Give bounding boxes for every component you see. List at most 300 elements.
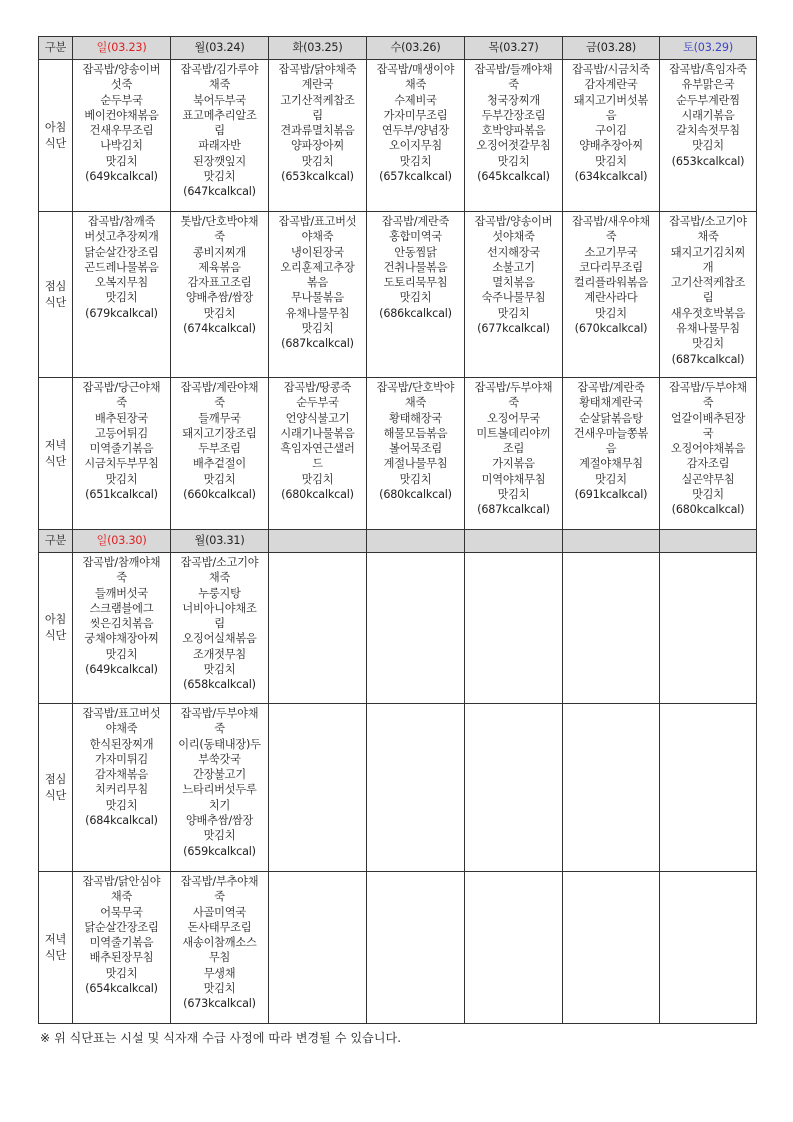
menu-line: 맛김치 (105, 966, 138, 980)
menu-line: 얼갈이배추된장 (670, 411, 746, 425)
menu-line: 맛김치 (203, 170, 236, 184)
menu-cell (563, 378, 660, 530)
menu-line: 선지해장국 (486, 245, 541, 259)
menu-line: 감자채볶음 (94, 768, 149, 782)
menu-line: 잡곡밥/표고버섯 (82, 707, 161, 720)
menu-cell (465, 212, 563, 378)
menu-line: 오징어실채볶음 (182, 632, 257, 646)
menu-line: 채죽 (208, 571, 231, 585)
menu-line: 고기산적케찹조 (280, 93, 355, 107)
menu-cell (269, 872, 367, 1024)
menu-line: 너비아니야채조 (182, 601, 257, 615)
menu-line: 드 (312, 457, 323, 471)
menu-line: (634kcalkcal) (574, 170, 648, 184)
menu-line: 맛김치 (203, 472, 236, 486)
menu-line: 소불고기 (492, 260, 535, 274)
menu-line: 잡곡밥/소고기야 (669, 215, 747, 228)
menu-line: 이리(동태내장)두 (178, 737, 261, 751)
menu-line: 아침 (44, 120, 67, 134)
menu-line: 잡곡밥/부추야채 (180, 875, 259, 888)
menu-line: 맛김치 (692, 488, 724, 502)
day-header (367, 530, 465, 553)
menu-line: 한식된장찌개 (89, 737, 154, 751)
menu-line: 맛김치 (692, 337, 724, 351)
menu-line: 미역야채무침 (481, 472, 546, 486)
header-row-week-1 (39, 37, 757, 60)
menu-cell (367, 553, 465, 704)
menu-line: 림 (702, 291, 714, 305)
menu-line: 야채죽 (105, 722, 138, 736)
menu-line: (660kcalkcal) (183, 488, 256, 502)
day-header (563, 530, 660, 553)
day-header: 목(03.27) (465, 37, 563, 60)
menu-line: 식단 (44, 295, 67, 309)
menu-line: 맛김치 (301, 472, 334, 486)
lunch-row (39, 704, 757, 872)
menu-line: 맛김치 (105, 291, 138, 305)
menu-cell (367, 212, 465, 378)
menu-line: 맛김치 (203, 306, 236, 320)
footnote: ※ 위 식단표는 시설 및 식자재 수급 사정에 따라 변경될 수 있습니다. (40, 1031, 402, 1045)
dinner-label (39, 872, 73, 1024)
breakfast-row (39, 553, 757, 704)
menu-cell (269, 704, 367, 872)
menu-line: 죽 (508, 78, 519, 92)
day-header: 일(03.23) (73, 37, 171, 60)
menu-table-body (39, 37, 757, 1024)
menu-line: 누룽지탕 (198, 586, 241, 600)
menu-cell (171, 872, 269, 1024)
menu-line: 유부맑은국 (681, 78, 735, 92)
menu-line: 잡곡밥/닭안심야 (82, 875, 161, 888)
menu-line: 컬리플라워볶음 (573, 276, 649, 290)
menu-line: 소고기무국 (584, 245, 638, 259)
menu-line: 아침 (44, 613, 67, 626)
menu-line: 죽 (605, 230, 617, 244)
menu-line: 들깨버섯국 (94, 586, 149, 600)
menu-line: 오징어야채볶음 (670, 442, 746, 456)
menu-cell (465, 60, 563, 212)
menu-line: 홍합미역국 (388, 230, 443, 244)
menu-line: (657kcalkcal) (379, 170, 452, 184)
menu-line: 해물모듬볶음 (383, 426, 448, 440)
menu-cell (73, 378, 171, 530)
menu-line: (680kcalkcal) (379, 488, 452, 502)
menu-line: 잡곡밥/들깨야채 (474, 63, 553, 76)
menu-cell (171, 60, 269, 212)
menu-line: 식단 (44, 136, 67, 150)
menu-cell (563, 60, 660, 212)
menu-line: 맛김치 (203, 829, 236, 843)
menu-line: 맛김치 (105, 647, 138, 661)
menu-line: (691kcalkcal) (574, 488, 648, 502)
menu-line: 식단 (44, 629, 67, 642)
menu-line: 순두부계란찜 (676, 93, 740, 107)
menu-line: 돼지고기장조림 (182, 426, 257, 440)
menu-cell (73, 212, 171, 378)
menu-line: 돈사태무조림 (187, 920, 252, 934)
menu-cell (660, 378, 757, 530)
menu-line: (680kcalkcal) (281, 488, 354, 502)
menu-line: 잡곡밥/시금치죽 (572, 63, 650, 76)
menu-line: 치기 (208, 798, 231, 812)
menu-cell (269, 553, 367, 704)
menu-line: 돼지고기버섯볶 (573, 93, 649, 107)
menu-line: 무침 (208, 951, 231, 965)
menu-line: 개 (702, 260, 714, 274)
menu-line: 치커리무침 (94, 783, 149, 797)
menu-line: 씻은김치볶음 (89, 617, 154, 631)
menu-line: 조개젓무침 (192, 647, 247, 661)
day-header: 수(03.26) (367, 37, 465, 60)
menu-line: 베이컨야채볶음 (84, 108, 159, 122)
menu-cell (367, 60, 465, 212)
menu-line: 잡곡밥/닭야채죽 (278, 63, 357, 76)
menu-line: 건새우마늘쫑볶 (573, 426, 649, 440)
menu-line: 잡곡밥/당근야채 (82, 381, 161, 394)
menu-cell (563, 212, 660, 378)
menu-line: 식단 (44, 788, 67, 802)
menu-line: 잡곡밥/새우야채 (572, 215, 650, 228)
menu-line: 잡곡밥/두부야채 (180, 707, 259, 720)
menu-line: 숙주나물무침 (481, 291, 546, 305)
menu-line: 식단 (44, 948, 67, 962)
menu-line: 잡곡밥/계란야채 (180, 381, 259, 394)
menu-line: 국 (702, 426, 714, 440)
menu-line: (680kcalkcal) (671, 503, 745, 517)
menu-line: 볼어묵조림 (388, 442, 443, 456)
menu-line: 언양식불고기 (285, 411, 350, 425)
menu-line: 맛김치 (399, 291, 432, 305)
menu-line: 음 (605, 442, 617, 456)
menu-line: 점심 (44, 279, 67, 293)
menu-line: 오징어젓갈무침 (476, 139, 551, 153)
menu-line: 두부조림 (198, 442, 241, 456)
menu-line: 곤드레나물볶음 (84, 260, 159, 274)
menu-line: 맛김치 (203, 982, 236, 996)
menu-line: 맛김치 (497, 154, 530, 168)
menu-line: (670kcalkcal) (574, 322, 648, 336)
menu-line: 부쑥갓국 (198, 752, 241, 766)
menu-line: 황태해장국 (388, 411, 443, 425)
menu-cell (465, 872, 563, 1024)
menu-line: 맛김치 (105, 472, 138, 486)
menu-line: 감자계란국 (584, 78, 638, 92)
menu-line: 죽 (214, 396, 225, 410)
menu-line: 잡곡밥/계란죽 (577, 381, 645, 394)
menu-line: (686kcalkcal) (379, 306, 452, 320)
menu-line: (651kcalkcal) (85, 488, 158, 502)
menu-line: 맛김치 (105, 154, 138, 168)
menu-line: 잡곡밥/흑임자죽 (669, 63, 747, 76)
menu-cell (73, 60, 171, 212)
menu-line: 북어두부국 (192, 93, 247, 107)
dinner-row (39, 872, 757, 1024)
dinner-row (39, 378, 757, 530)
menu-line: 연두부/양념장 (381, 124, 450, 138)
menu-cell (171, 553, 269, 704)
menu-line: 된장깻잎지 (192, 154, 247, 168)
menu-line: 죽 (214, 230, 225, 244)
menu-line: 양파장아찌 (290, 139, 345, 153)
menu-line: 미역줄기볶음 (89, 442, 154, 456)
menu-line: 고기산적케찹조 (670, 276, 746, 290)
menu-line: 무나물볶음 (290, 291, 345, 305)
menu-cell (367, 872, 465, 1024)
menu-line: 배추된장무침 (89, 951, 154, 965)
menu-cell (269, 212, 367, 378)
menu-line: (679kcalkcal) (85, 306, 158, 320)
menu-line: 미역줄기볶음 (89, 936, 154, 950)
menu-line: 느타리버섯두루 (182, 783, 257, 797)
day-header (465, 530, 563, 553)
menu-cell (171, 212, 269, 378)
menu-line: 맛김치 (692, 139, 724, 153)
menu-line: 오이지무침 (388, 139, 443, 153)
menu-line: 양배추쌈/쌈장 (185, 291, 254, 305)
menu-line: 순두부국 (296, 396, 339, 410)
menu-line: 감자표고조림 (187, 276, 252, 290)
menu-line: (677kcalkcal) (477, 322, 550, 336)
menu-line: 건새우무조림 (89, 124, 154, 138)
menu-cell (660, 212, 757, 378)
menu-cell (269, 378, 367, 530)
lunch-row (39, 212, 757, 378)
menu-line: 잡곡밥/김가루야 (180, 63, 259, 76)
menu-cell (73, 704, 171, 872)
menu-line: 림 (214, 617, 225, 631)
menu-line: 채죽 (697, 230, 719, 244)
day-header: 화(03.25) (269, 37, 367, 60)
menu-line: 새우젓호박볶음 (670, 306, 746, 320)
menu-line: 저녁 (44, 438, 67, 452)
menu-line: 맛김치 (399, 154, 432, 168)
menu-line: 잡곡밥/두부야채 (669, 381, 747, 394)
menu-line: 점심 (44, 772, 67, 786)
day-header: 일(03.30) (73, 530, 171, 553)
menu-line: 잡곡밥/단호박야 (376, 381, 455, 394)
menu-line: 도토리묵무침 (383, 276, 448, 290)
menu-line: 흑임자연근샐러 (280, 442, 355, 456)
menu-line: 죽 (116, 396, 127, 410)
menu-cell (465, 378, 563, 530)
day-header: 월(03.24) (171, 37, 269, 60)
menu-line: 잡곡밥/두부야채 (474, 381, 553, 394)
menu-line: 잡곡밥/땅콩죽 (283, 381, 352, 394)
menu-line: 죽 (214, 890, 225, 904)
menu-line: 파래자반 (198, 139, 241, 153)
menu-line: 잡곡밥/계란죽 (381, 215, 450, 228)
menu-line: (653kcalkcal) (671, 154, 745, 168)
menu-cell (465, 704, 563, 872)
menu-line: (687kcalkcal) (477, 503, 550, 517)
menu-line: (653kcalkcal) (281, 170, 354, 184)
menu-cell (171, 378, 269, 530)
menu-cell (269, 60, 367, 212)
weekly-menu-table (38, 36, 757, 1024)
menu-line: 맛김치 (497, 306, 530, 320)
menu-line: 죽 (214, 722, 225, 736)
menu-line: (674kcalkcal) (183, 322, 256, 336)
menu-line: 맛김치 (301, 322, 334, 336)
menu-line: (647kcalkcal) (183, 185, 256, 199)
menu-line: 감자조림 (686, 457, 730, 471)
menu-line: 림 (214, 124, 225, 138)
menu-line: 채죽 (110, 890, 133, 904)
menu-line: 잡곡밥/표고버섯 (278, 215, 357, 228)
menu-line: 야채죽 (301, 230, 334, 244)
menu-line: 채죽 (404, 78, 427, 92)
menu-line: (654kcalkcal) (85, 982, 158, 996)
menu-line: 맛김치 (595, 154, 627, 168)
menu-line: 갈치속젓무침 (676, 124, 740, 138)
menu-line: 냉이된장국 (290, 245, 345, 259)
menu-line: (687kcalkcal) (671, 352, 745, 366)
menu-line: 죽 (508, 396, 519, 410)
menu-line: (684kcalkcal) (85, 814, 158, 828)
menu-line: 멸치볶음 (492, 276, 535, 290)
menu-line: 림 (312, 108, 323, 122)
lunch-label (39, 212, 73, 378)
menu-line: 맛김치 (301, 154, 334, 168)
menu-line: 실곤약무침 (681, 472, 735, 486)
menu-line: 코다리무조림 (579, 260, 643, 274)
breakfast-label (39, 553, 73, 704)
menu-line: (673kcalkcal) (183, 997, 256, 1011)
menu-line: 가지볶음 (492, 457, 535, 471)
menu-line: 수제비국 (394, 93, 437, 107)
menu-line: 청국장찌개 (486, 93, 541, 107)
menu-line: 견과류멸치볶음 (280, 124, 355, 138)
menu-line: 맛김치 (399, 472, 432, 486)
menu-line: 맛김치 (595, 472, 627, 486)
menu-line: (659kcalkcal) (183, 844, 256, 858)
menu-line: 섯야채죽 (492, 230, 535, 244)
menu-cell (73, 553, 171, 704)
menu-cell (660, 553, 757, 704)
menu-cell (563, 553, 660, 704)
menu-line: (649kcalkcal) (85, 170, 158, 184)
menu-line: 잡곡밥/매생이야 (376, 63, 455, 76)
menu-line: 순두부국 (100, 93, 143, 107)
menu-line: 어묵무국 (100, 905, 143, 919)
menu-cell (73, 872, 171, 1024)
menu-cell (171, 704, 269, 872)
menu-line: 섯죽 (110, 78, 133, 92)
menu-line: 간장불고기 (192, 768, 247, 782)
menu-cell (660, 872, 757, 1024)
menu-line: 시금치두부무침 (84, 457, 159, 471)
menu-line: 채죽 (208, 78, 231, 92)
menu-line: 들깨무국 (198, 411, 241, 425)
menu-line: 나박김치 (100, 139, 143, 153)
menu-line: 유채나물무침 (285, 306, 350, 320)
menu-cell (367, 704, 465, 872)
day-header: 금(03.28) (563, 37, 660, 60)
label-column-header: 구분 (39, 37, 73, 60)
menu-line: 양배추장아찌 (579, 139, 643, 153)
menu-line: 죽 (702, 396, 714, 410)
menu-line: 조림 (502, 442, 525, 456)
menu-line: 오징어무국 (486, 411, 541, 425)
menu-line: 맛김치 (497, 488, 530, 502)
menu-line: 배추겉절이 (192, 457, 247, 471)
menu-line: 계절나물무침 (383, 457, 448, 471)
menu-line: (687kcalkcal) (281, 337, 354, 351)
menu-line: 저녁 (44, 932, 67, 946)
day-header (660, 530, 757, 553)
menu-line: 제육볶음 (198, 260, 241, 274)
menu-line: 잡곡밥/참깨야채 (82, 556, 161, 569)
menu-cell (660, 704, 757, 872)
menu-line: 두부간장조림 (481, 108, 546, 122)
menu-line: 궁채야채장아찌 (84, 632, 159, 646)
menu-line: 시래기나물볶음 (280, 426, 355, 440)
menu-line: 잡곡밥/소고기야 (180, 556, 259, 569)
menu-line: 버섯고추장찌개 (84, 230, 159, 244)
menu-line: 음 (605, 108, 617, 122)
menu-line: 오복지무침 (94, 276, 149, 290)
menu-line: 잡곡밥/양송이버 (82, 63, 161, 76)
menu-line: 맛김치 (203, 663, 236, 677)
label-column-header: 구분 (39, 530, 73, 553)
menu-line: 무생채 (203, 966, 236, 980)
dinner-label (39, 378, 73, 530)
menu-line: 시래기볶음 (681, 108, 735, 122)
menu-line: 계절야채무침 (579, 457, 643, 471)
menu-line: 계란국 (301, 78, 334, 92)
menu-cell (367, 378, 465, 530)
menu-line: 표고메추리알조 (182, 108, 257, 122)
menu-line: 가자미튀김 (94, 752, 149, 766)
menu-line: 배추된장국 (94, 411, 149, 425)
menu-line: 양배추쌈/쌈장 (185, 814, 254, 828)
menu-line: 구이김 (595, 124, 627, 138)
menu-line: 채죽 (404, 396, 427, 410)
menu-line: 맛김치 (595, 306, 627, 320)
day-header: 토(03.29) (660, 37, 757, 60)
menu-cell (465, 553, 563, 704)
menu-line: 스크램블에그 (89, 601, 154, 615)
menu-line: 톳밥/단호박야채 (180, 215, 259, 228)
breakfast-row (39, 60, 757, 212)
menu-line: 죽 (116, 571, 127, 585)
menu-line: 닭순살간장조림 (84, 920, 159, 934)
menu-line: 식단 (44, 454, 67, 468)
menu-cell (563, 872, 660, 1024)
menu-line: 건취나물볶음 (383, 260, 448, 274)
menu-line: 미트볼데리야끼 (476, 426, 551, 440)
menu-cell (660, 60, 757, 212)
menu-line: 볶음 (306, 276, 329, 290)
menu-line: 안동찜닭 (394, 245, 437, 259)
menu-cell (563, 704, 660, 872)
menu-line: 잡곡밥/양송이버 (474, 215, 553, 228)
breakfast-label (39, 60, 73, 212)
menu-line: 순살닭볶음탕 (579, 411, 643, 425)
menu-line: 새송이참깨소스 (182, 936, 257, 950)
menu-line: 사골미역국 (192, 905, 247, 919)
menu-line: 계란사라다 (584, 291, 638, 305)
menu-line: 돼지고기김치찌 (670, 245, 746, 259)
menu-line: 잡곡밥/참깨죽 (87, 215, 156, 228)
menu-line: 황태채계란국 (579, 396, 643, 410)
day-header (269, 530, 367, 553)
lunch-label (39, 704, 73, 872)
menu-line: 가자미무조림 (383, 108, 448, 122)
menu-line: 유채나물무침 (676, 322, 740, 336)
header-row-week-2 (39, 530, 757, 553)
